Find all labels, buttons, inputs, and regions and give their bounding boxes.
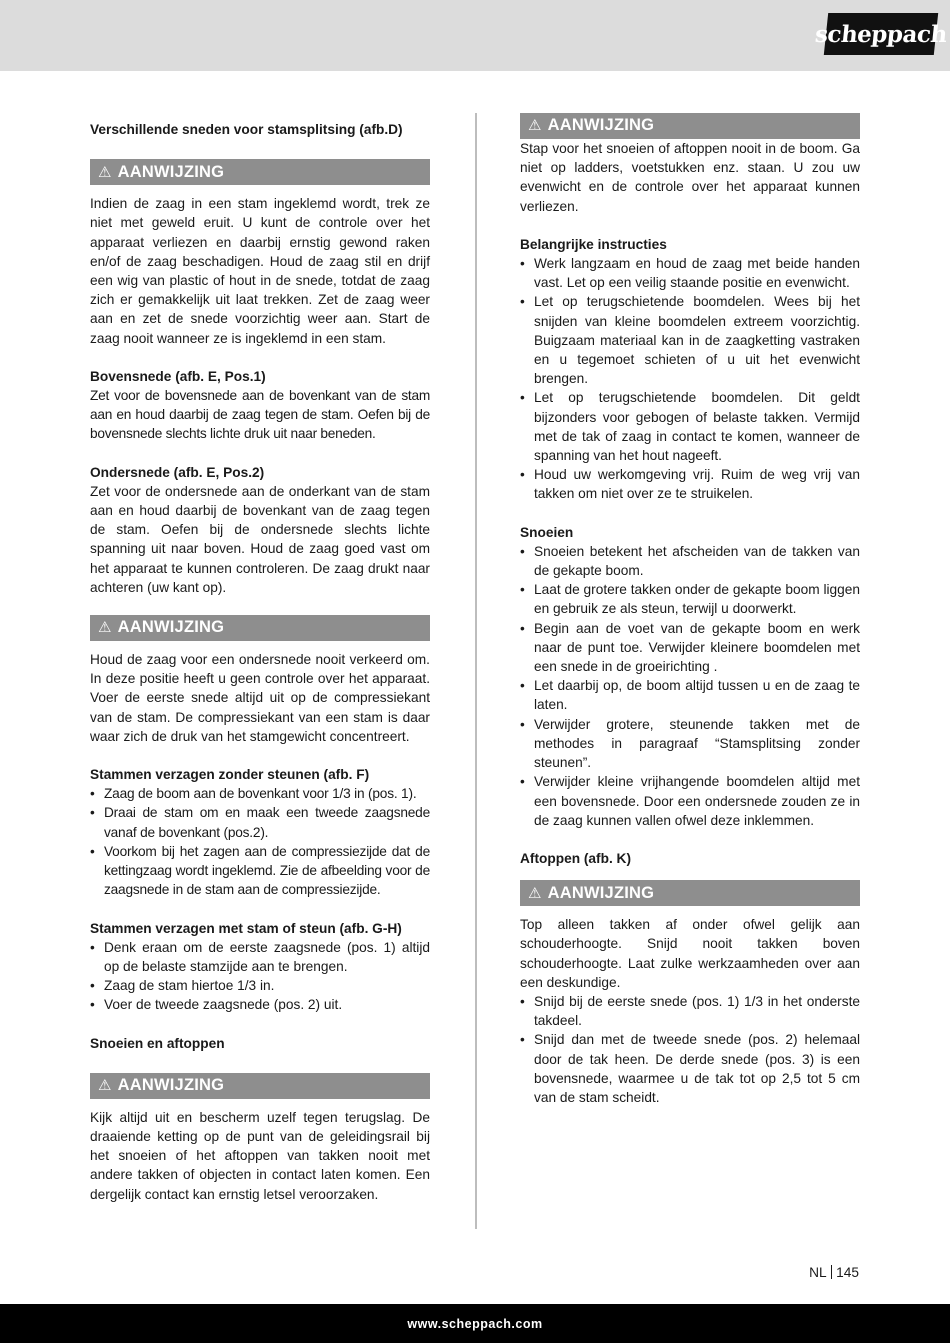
list-item: • Werk langzaam en houd de zaag met beide handen vast. Let op een veilig staande positie en evenwicht. — [520, 254, 860, 292]
body-text: Zet voor de ondersnede aan de onderkant van de stam aan en houd daarbij de bovenkant van de zaag tegen de stam. Oefen bij de ondersnede slechts lichte spanning uit naar boven. Houd de zaag goed vast om het apparaat te kunnen controleren. De zaag drukt naar achteren (uw kant op). — [90, 483, 430, 595]
section-title: Stammen verzagen zonder steunen (afb. F) — [90, 767, 370, 783]
warning-text: Indien de zaag in een stam ingeklemd wordt, trek ze niet met geweld eruit. U kunt de controle over het apparaat verliezen en daarbij ernstig gewond raken en/of de zaag beschadigen. Houd de zaag stil en drijf een wig van plastic of hout in de snede, totdat de zaag zich er gemakkelijk uit laat trekken. Zet de zaag weer aan en zet de snede voorzichtig weer aan. Start de zaag nooit wanneer ze is ingeklemd in een stam. — [90, 196, 430, 346]
warning-text: Houd de zaag voor een ondersnede nooit verkeerd om. In deze positie heeft u geen controle over het apparaat. Voer de eerste snede altijd uit op de compressiekant van de stam. De compressiekant van een stam is daar waar zich de druk van het stamgewicht concentreert. — [90, 652, 430, 744]
warning-box — [90, 615, 430, 641]
header-bar — [0, 0, 950, 71]
warning-box — [520, 113, 860, 139]
list-item: • Verwijder kleine vrijhangende boomdelen altijd met een bovensnede. Door een ondersnede zouden ze in de zaag kunnen vallen ofwel deze inklemmen. — [520, 772, 860, 830]
list-item: • Denk eraan om de eerste zaagsnede (pos. 1) altijd op de belaste stamzijde aan te brengen. — [90, 938, 430, 976]
section-title: Bovensnede (afb. E, Pos.1) — [90, 368, 266, 384]
warning-icon: ⚠ — [528, 884, 542, 902]
warning-label: AANWIJZING — [117, 618, 225, 637]
list-item: • Verwijder grotere, steunende takken met de methodes in paragraaf “Stamsplitsing zonder steunen”. — [520, 715, 860, 773]
page-number — [809, 1265, 859, 1280]
warning-text: Top alleen takken af onder ofwel gelijk aan schouderhoogte. Snijd nooit takken boven schouderhoogte. Laat zulke werkzaamheden over aan een deskundige. — [520, 917, 860, 990]
bullet-list — [520, 542, 860, 830]
footer-bar — [0, 1304, 950, 1343]
logo-text: scheppach — [813, 20, 949, 48]
section-title: Ondersnede (afb. E, Pos.2) — [90, 464, 265, 480]
warning-text: Stap voor het snoeien of aftoppen nooit in de boom. Ga niet op ladders, voetstukken enz. staan. U zou uw evenwicht en de controle over het apparaat kunnen verliezen. — [520, 141, 860, 214]
warning-box — [90, 159, 430, 185]
list-item: • Laat de grotere takken onder de gekapte boom liggen en gebruik ze als steun, terwijl u doorwerkt. — [520, 580, 860, 618]
bullet-list — [90, 784, 430, 899]
list-item: • Let op terugschietende boomdelen. Wees bij het snijden van kleine boomdelen extreem voorzichtig. Buigzaam materiaal kan in de zaagketting vastraken en u tegemoet schieten of u uit het evenwicht brengen. — [520, 292, 860, 388]
brand-logo — [813, 13, 949, 55]
body-text: Zet voor de bovensnede aan de bovenkant van de stam aan en houd daarbij de zaag tegen de stam. Oefen bij de bovensnede slechts lichte druk uit naar beneden. — [90, 388, 430, 442]
section-title: Snoeien — [520, 524, 574, 540]
section-title: Verschillende sneden voor stamsplitsing (afb.D) — [90, 122, 403, 137]
list-item: • Let op terugschietende boomdelen. Dit geldt bijzonders voor gebogen of belaste takken. Vermijd met de tak of zaag in contact te komen, wanneer de spanning van het hout nageeft. — [520, 388, 860, 465]
section-title: Stammen verzagen met stam of steun (afb. G-H) — [90, 920, 402, 936]
section-title: Aftoppen (afb. K) — [520, 850, 631, 866]
section-title: Snoeien en aftoppen — [90, 1035, 225, 1051]
warning-text: Kijk altijd uit en bescherm uzelf tegen terugslag. De draaiende ketting op de punt van de geleidingsrail bij het snoeien of het aftoppen van takken nooit met andere takken of objecten in contact laten komen. Een dergelijk contact kan ernstig letsel veroorzaken. — [90, 1109, 430, 1202]
section-title: Belangrijke instructies — [520, 236, 667, 252]
list-item: • Let daarbij op, de boom altijd tussen u en de zaag te laten. — [520, 676, 860, 714]
list-item: • Voer de tweede zaagsnede (pos. 2) uit. — [90, 995, 430, 1014]
list-item: • Houd uw werkomgeving vrij. Ruim de weg vrij van takken om niet over ze te struikelen. — [520, 465, 860, 503]
warning-icon: ⚠ — [98, 619, 112, 637]
list-item: • Voorkom bij het zagen aan de compressiezijde dat de kettingzaag wordt ingeklemd. Zie de afbeelding voor de zaagsnede in de stam aan de compressiezijde. — [90, 842, 430, 900]
bullet-list — [520, 254, 860, 504]
list-item: • Zaag de stam hiertoe 1/3 in. — [90, 976, 430, 995]
list-item: • Snijd dan met de tweede snede (pos. 2) helemaal door de tak heen. De derde snede (pos. 3) is een bovensnede, waarmee u de tak tot op 2,5 tot 5 cm van de stam scheidt. — [520, 1030, 860, 1107]
warning-icon: ⚠ — [98, 163, 112, 181]
list-item: • Snijd bij de eerste snede (pos. 1) 1/3 in het onderste takdeel. — [520, 992, 860, 1030]
page-number-value: 145 — [836, 1265, 859, 1280]
warning-label: AANWIJZING — [117, 162, 225, 181]
warning-label: AANWIJZING — [547, 116, 655, 135]
list-item: • Begin aan de voet van de gekapte boom en werk naar de punt toe. Verwijder kleinere boomdelen met een snede in de groeirichting . — [520, 619, 860, 677]
warning-icon: ⚠ — [98, 1077, 112, 1095]
warning-label: AANWIJZING — [547, 883, 655, 902]
right-column — [520, 113, 860, 1107]
left-column — [90, 120, 430, 1204]
page-number-separator — [831, 1265, 833, 1279]
footer-url: www.scheppach.com — [407, 1316, 543, 1331]
page-language: NL — [809, 1265, 827, 1280]
list-item: • Zaag de boom aan de bovenkant voor 1/3 in (pos. 1). — [90, 784, 430, 803]
warning-box — [520, 880, 860, 906]
warning-box — [90, 1073, 430, 1099]
warning-icon: ⚠ — [528, 117, 542, 135]
warning-label: AANWIJZING — [117, 1076, 225, 1095]
column-divider — [475, 113, 477, 1229]
bullet-list — [90, 938, 430, 1015]
list-item: • Draai de stam om en maak een tweede zaagsnede vanaf de bovenkant (pos.2). — [90, 803, 430, 841]
list-item: • Snoeien betekent het afscheiden van de takken van de gekapte boom. — [520, 542, 860, 580]
bullet-list — [520, 992, 860, 1107]
